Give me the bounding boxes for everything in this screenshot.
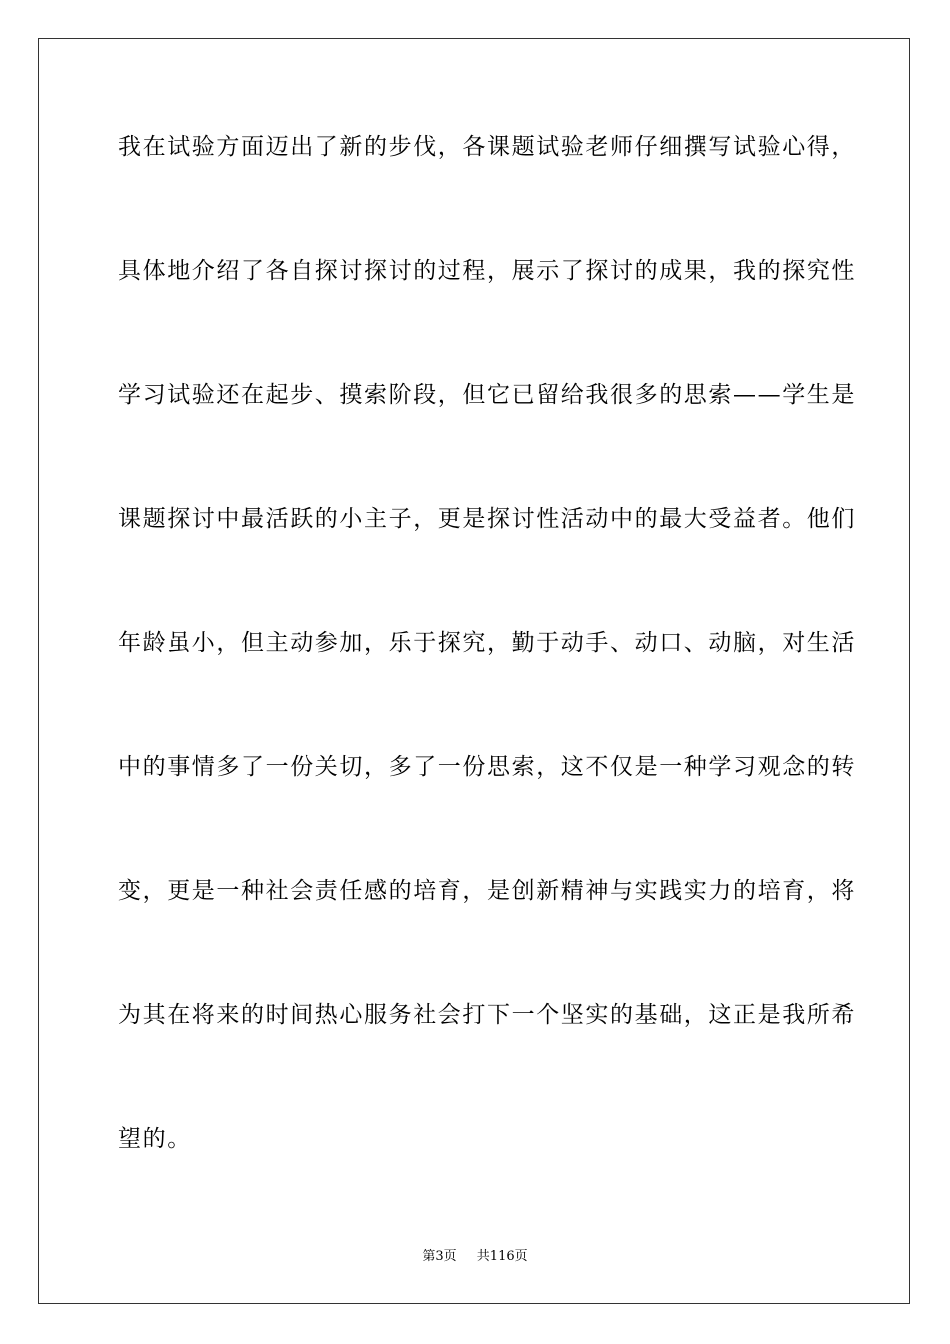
text-line: 为其在将来的时间热心服务社会打下一个坚实的基础，这正是我所希 [118, 1002, 856, 1028]
text-line: 具体地介绍了各自探讨探讨的过程，展示了探讨的成果，我的探究性 [118, 258, 856, 284]
text-line: 中的事情多了一份关切，多了一份思索，这不仅是一种学习观念的转 [118, 754, 856, 780]
text-line: 变，更是一种社会责任感的培育，是创新精神与实践实力的培育，将 [118, 878, 856, 904]
page-number: 第3页 [422, 1249, 457, 1264]
total-pages: 共116页 [476, 1249, 528, 1264]
body-paragraph [118, 127, 856, 1243]
text-line: 学习试验还在起步、摸索阶段，但它已留给我很多的思索——学生是 [118, 382, 856, 408]
text-line: 我在试验方面迈出了新的步伐，各课题试验老师仔细撰写试验心得， [118, 134, 856, 160]
page-footer [0, 1248, 950, 1266]
text-line: 年龄虽小，但主动参加，乐于探究，勤于动手、动口、动脑，对生活 [118, 630, 856, 656]
text-line: 课题探讨中最活跃的小主子，更是探讨性活动中的最大受益者。他们 [118, 506, 856, 532]
text-line: 望的。 [118, 1126, 192, 1152]
